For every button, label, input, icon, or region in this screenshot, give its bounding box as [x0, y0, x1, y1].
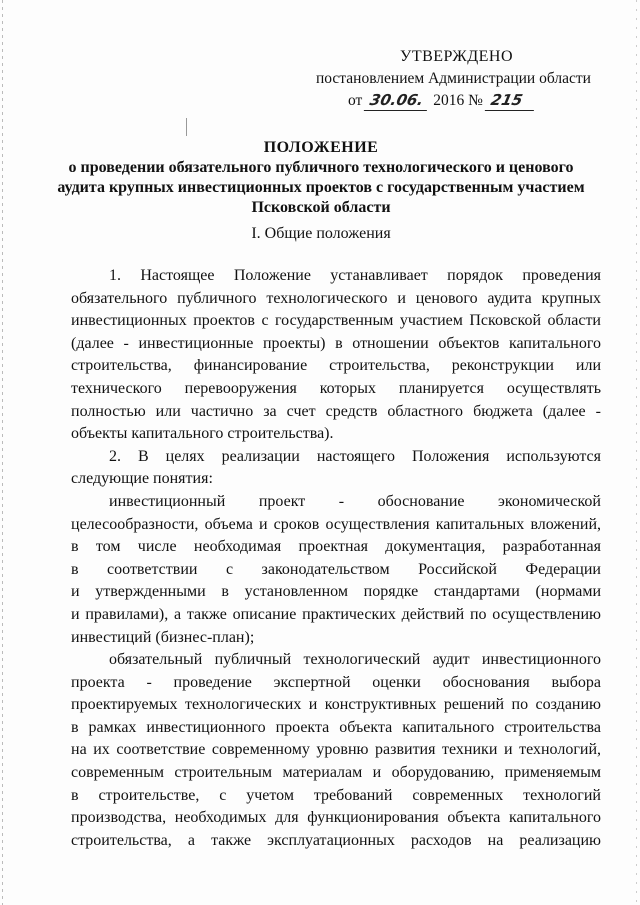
title-line-3: Псковской области	[251, 199, 391, 216]
year-number-label: 2016 №	[433, 92, 483, 109]
handwritten-date: 30.06.	[364, 90, 432, 111]
text-line: и утвержденными в установленном порядке стандартами (нормами	[71, 583, 601, 601]
text-line: обязательный публичный технологический аудит инвестиционного	[109, 651, 601, 669]
text-line: проекта - проведение экспертной оценки обоснования выбора	[71, 673, 601, 691]
text-line: в соответствии с законодательством Российской Федерации	[71, 560, 601, 578]
text-line: инвестиционных проектов с государственным участием Псковской области	[71, 312, 601, 330]
title-line-1: о проведении обязательного публичного технологического и ценового	[68, 159, 574, 176]
approval-authority: постановлением Администрации области	[316, 70, 591, 87]
text-line: полностью или частично за счет средств областного бюджета (далее -	[71, 402, 601, 420]
text-line: инвестиций (бизнес-план);	[71, 628, 255, 646]
approval-date-line	[348, 90, 536, 111]
text-line: технического перевооружения которых планируется осуществлять	[71, 379, 601, 397]
text-line: в том числе необходимая проектная документация, разработанная	[71, 538, 601, 556]
text-line: производства, необходимых для функционирования объекта капитального	[71, 809, 601, 827]
text-line: строительства, финансирование строительства, реконструкции или	[71, 357, 601, 375]
scan-edge-left	[2, 0, 3, 905]
text-line: инвестиционный проект - обоснование экономической	[109, 492, 601, 510]
title-line-2: аудита крупных инвестиционных проектов с государственным участием	[57, 179, 585, 196]
document-title	[40, 138, 602, 218]
approval-heading: УТВЕРЖДЕНО	[400, 48, 514, 65]
text-line: в строительстве, с учетом требований современных технологий	[71, 786, 601, 804]
text-line: и правилами), а также описание практических действий по осуществлению	[71, 605, 601, 623]
section-heading: I. Общие положения	[251, 225, 391, 242]
text-line: объекты капитального строительства).	[71, 425, 334, 443]
title-heading: ПОЛОЖЕНИЕ	[263, 139, 379, 156]
scan-edge-right	[636, 0, 637, 905]
text-line: современным строительным материалам и оборудованию, применяемым	[71, 764, 601, 782]
text-line: (далее - инвестиционные проекты) в отношении объектов капитального	[71, 334, 601, 352]
text-line: на их соответствие современному уровню развития техники и технологий,	[71, 741, 601, 759]
body-text	[71, 265, 601, 852]
text-line: 2. В целях реализации настоящего Положения используются	[109, 447, 601, 465]
text-line: следующие понятия:	[71, 470, 213, 488]
scan-mark	[186, 118, 187, 136]
handwritten-number: 215	[485, 90, 539, 111]
date-prefix: от	[348, 92, 363, 109]
text-line: проектируемых технологических и конструктивных решений по созданию	[71, 696, 601, 714]
text-line: 1. Настоящее Положение устанавливает порядок проведения	[109, 267, 601, 284]
text-line: в рамках инвестиционного проекта объекта капитального строительства	[71, 718, 601, 736]
text-line: обязательного публичного технологического и ценового аудита крупных	[71, 289, 601, 307]
text-line: целесообразности, объема и сроков осуществления капитальных вложений,	[71, 515, 601, 533]
text-line: строительства, а также эксплуатационных расходов на реализацию	[71, 831, 601, 849]
